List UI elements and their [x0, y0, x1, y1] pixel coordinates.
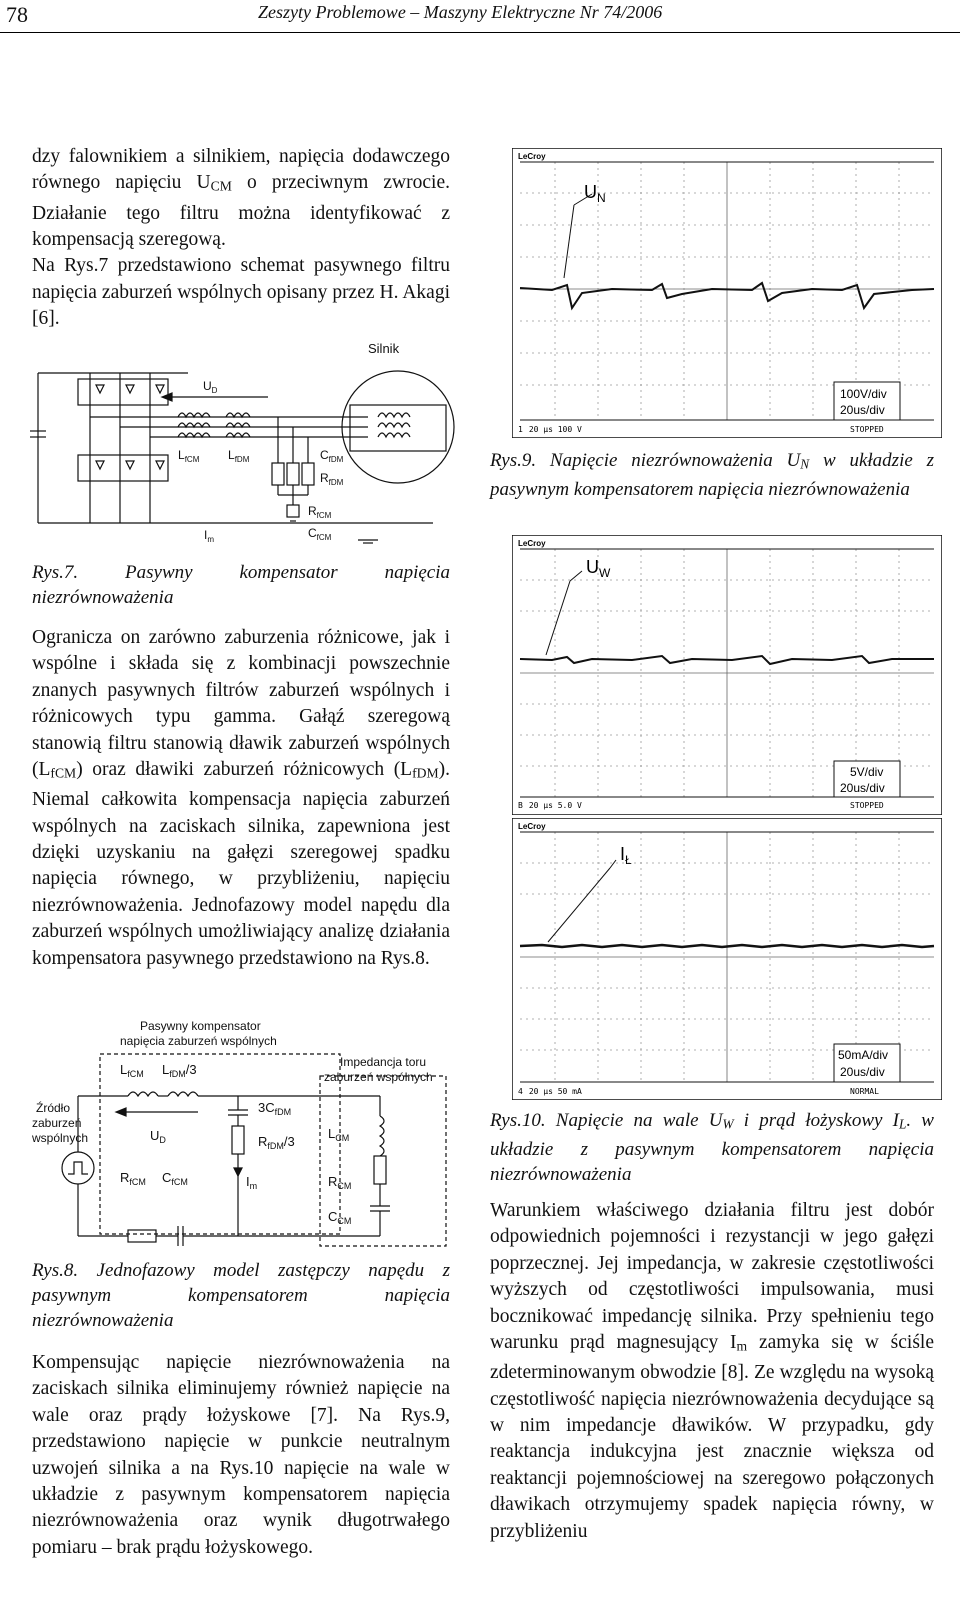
svg-text:zaburzeń wspólnych: zaburzeń wspólnych: [324, 1070, 433, 1084]
paragraph: dzy falownikiem a silnikiem, napięcia dodawczego równego napięciu UCM o przeciwnym zwrocie. Działanie tego filtru można identyfikować z kompensacją szeregową.: [32, 146, 450, 250]
svg-text:RfDM/3: $R_{fDM}/3$: [258, 1134, 295, 1151]
oscilloscope-uw: [512, 535, 942, 815]
svg-text:20us/div: 20us/div: [840, 1065, 885, 1079]
svg-text:STOPPED: STOPPED: [850, 801, 884, 810]
svg-text:LeCroy: LeCroy: [518, 152, 546, 161]
svg-text:RCM: $R_{CM}$: [328, 1174, 352, 1191]
svg-text:20us/div: 20us/div: [840, 781, 885, 795]
svg-text:5V/div: 5V/div: [850, 765, 884, 779]
svg-text:Pasywny kompensator: Pasywny kompensator: [140, 1019, 261, 1033]
paragraph: Na Rys.7 przedstawiono schemat pasywnego filtru napięcia zaburzeń wspólnych opisany przez H. Akagi [6].: [32, 255, 450, 330]
svg-text:B20 µs 5.0 V: B 20 µs 5.0 V: [518, 801, 582, 810]
left-text-block-1: [32, 144, 450, 333]
svg-text:RfCM: $R_{fCM}$: [308, 504, 332, 520]
svg-text:50mA/div: 50mA/div: [838, 1048, 889, 1062]
svg-text:Impedancja toru: Impedancja toru: [340, 1055, 427, 1069]
header-rule: [0, 32, 960, 33]
svg-text:RfDM: $R_{fDM}$: [320, 471, 344, 487]
svg-text:UD: $U_D$: [150, 1128, 166, 1145]
svg-text:20us/div: 20us/div: [840, 403, 885, 417]
svg-text:LfCM: $L_{fCM}$: [120, 1062, 144, 1079]
svg-text:Silnik: Silnik: [368, 341, 400, 356]
svg-text:Źródło: Źródło: [36, 1101, 71, 1115]
figure-8-circuit: [28, 1016, 460, 1256]
figure-9-caption: Rys.9. Napięcie niezrównoważenia $U_N$ w układzie z pasywnym kompensatorem napięcia niezrównoważenia: [490, 450, 934, 500]
svg-text:LfDM/3: $L_{fDM}/3$: [162, 1062, 197, 1079]
journal-title: Zeszyty Problemowe – Maszyny Elektryczne Nr 74/2006: [258, 2, 663, 22]
svg-text:420 µs 50 mA: 4 20 µs 50 mA: [518, 1087, 582, 1096]
paragraph: Ogranicza on zarówno zaburzenia różnicowe, jak i wspólne i składa się z kombinacji powszechnie znanych pasywnych filtrów zaburzeń wspólnych i różnicowych typu gamma. Gałąź szeregową stanowią filtru stanowią dławik zaburzeń wspólnych (LfCM) oraz dławiki zaburzeń różnicowych (LfDM). Niemal całkowita kompensacja napięcia zaburzeń wspólnych na zaciskach silnika, zapewniona jest dzięki uzyskaniu na gałęzi szeregowej spadku napięcia równego, w przybliżeniu, napięciu niezrównoważenia. Jednofazowy model napędu dla zaburzeń wspólnych umożliwiający analizę działania kompensatora pasywnego przedstawiono na Rys.8.: [32, 627, 450, 969]
oscilloscope-un: [512, 148, 942, 438]
svg-text:Im: $I_m$: [204, 528, 215, 544]
figure-10-caption: Rys.10. Napięcie na wale $U_W$ i prąd łożyskowy $I_L$. w układzie z pasywnym kompensatorem napięcia niezrównoważenia: [490, 1110, 934, 1185]
svg-text:UN: $U_N$: [584, 182, 606, 205]
svg-text:LfCM: $L_{fCM}$: [178, 448, 200, 464]
svg-text:wspólnych: wspólnych: [32, 1131, 89, 1145]
svg-text:CfDM: $C_{fDM}$: [320, 448, 344, 464]
svg-text:CCM: $C_{CM}$: [328, 1209, 352, 1226]
paragraph: Kompensując napięcie niezrównoważenia na zaciskach silnika eliminujemy również napięcie na wale oraz prądy łożyskowe [7]. Na Rys.9, przedstawiono napięcie w punkcie neutralnym uzwojeń silnika a na Rys.10 napięcie na wale w układzie z pasywnym kompensatorem napięcia niezrównoważenia oraz wynik długotrwałego pomiaru – brak prądu łożyskowego.: [32, 1352, 450, 1558]
figure-7-caption: Rys.7. Pasywny kompensator napięcia niezrównoważenia: [32, 562, 450, 608]
svg-text:LeCroy: LeCroy: [518, 822, 546, 831]
svg-text:zaburzeń: zaburzeń: [32, 1116, 82, 1130]
svg-text:IŁ: $I_Ł$: [620, 844, 632, 867]
svg-text:CfCM: $C_{fCM}$: [308, 526, 332, 542]
paragraph: Warunkiem właściwego działania filtru jest dobór odpowiednich pojemności i rezystancji w jego gałęzi poprzecznej. Jej impedancja, w zakresie częstotliwości wyższych od częstotliwości impulsowania, musi bocznikować impedancję silnika. Przy spełnieniu tego warunku prąd magnesujący Im zamyka się w ściśle zdeterminowanym obwodzie [8]. Ze względu na wysoką częstotliwość napięcia niezrównoważenia decydujące są w nim impedancje dławików. W przypadku, gdy reaktancja indukcyjna jest znacznie większa od reaktancji pojemnościowej na szeregowo połączonych dławikach otrzymujemy spadek napięcia równy, w przybliżeniu: [490, 1200, 934, 1542]
oscilloscope-il: [512, 818, 942, 1100]
figure-8-caption: Rys.8. Jednofazowy model zastępczy napędu z pasywnym kompensatorem napięcia niezrównoważenia: [32, 1260, 450, 1331]
svg-text:3CfDM: $3C_{fDM}$: [258, 1100, 292, 1117]
svg-text:Im: $I_m$: [246, 1174, 258, 1191]
svg-text:100V/div: 100V/div: [840, 387, 887, 401]
svg-text:RfCM: $R_{fCM}$: [120, 1170, 146, 1187]
figure-7-circuit: [28, 335, 460, 545]
left-text-block-2: [32, 625, 450, 972]
svg-text:LeCroy: LeCroy: [518, 539, 546, 548]
svg-text:LCM: $L_{CM}$: [328, 1126, 350, 1143]
page-number: 78: [6, 2, 28, 27]
right-text-block: [490, 1198, 934, 1545]
svg-text:napięcia zaburzeń wspólnych: napięcia zaburzeń wspólnych: [120, 1034, 277, 1048]
svg-text:120 µs 100 V: 1 20 µs 100 V: [518, 425, 582, 434]
svg-text:UD: $U_D$: [203, 379, 218, 395]
svg-text:NORMAL: NORMAL: [850, 1087, 879, 1096]
svg-text:CfCM: $C_{fCM}$: [162, 1170, 188, 1187]
svg-text:LfDM: $L_{fDM}$: [228, 448, 250, 464]
left-text-block-3: [32, 1350, 450, 1561]
svg-text:UW: $U_W$: [586, 557, 611, 580]
svg-text:STOPPED: STOPPED: [850, 425, 884, 434]
